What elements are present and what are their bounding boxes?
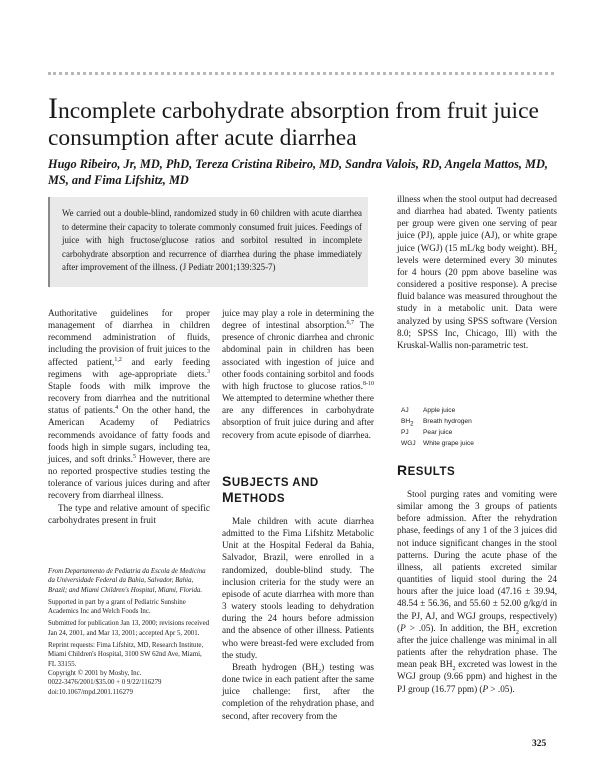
abbreviation-key-text: BH — [401, 418, 411, 425]
footnotes — [48, 567, 211, 700]
abbreviation-key: PJ — [401, 429, 409, 436]
abbreviation-key: WGJ — [401, 440, 416, 447]
text-run: However, there are no reported prospective studies testing the tolerance of various juices during and after recovery from diarrheal illness. — [48, 453, 210, 501]
citation-ref: 1,2 — [114, 356, 122, 363]
results-column — [397, 488, 557, 695]
heading-initial: S — [222, 473, 232, 489]
citation-ref: 3 — [207, 368, 210, 375]
text-run: Authoritative guidelines for proper management of diarrhea in children recommend administration of fluids, including the provision of fruit juices to the affected patient, — [48, 308, 210, 367]
page-number: 325 — [532, 739, 547, 749]
methods-continuation — [397, 193, 557, 351]
abbreviation-value: Pear juice — [423, 429, 453, 436]
text-run: levels were determined every 30 minutes for 4 hours (20 ppm above baseline was considered a positive response). A precise fluid balance was measured throughout the study in a metabolic unit. Data were analyzed by using SPSS software (Version 8.0; SPSS Inc, Chicago, Ill) with the Kruskal-Wallis non-parametric test. — [397, 254, 557, 350]
text-run: excretion after the juice challenge was minimal in all patients after the rehydration phase. The mean peak BH — [397, 622, 557, 670]
methods-paragraph-2 — [222, 661, 374, 722]
title-text: ncomplete carbohydrate absorption from fruit juice consumption after acute diarrhea — [48, 98, 539, 151]
footnote-affiliation: From Departamento de Pediatria da Escola de Medicina da Universidade Federal da Bahia, Salvador, Bahia, Brazil; and Miami Children's Hospital, Miami, Florida. — [48, 568, 206, 594]
abstract-text: We carried out a double-blind, randomized study in 60 children with acute diarrhea to determine their capacity to tolerate commonly consumed fruit juices. Feedings of juice with high fructose/glucose ratios and sorbitol resulted in incomplete carbohydrate absorption and recurrence of diarrhea during the phase immediately after improvement of the illness. (J Pediatr 2001;139:325-7) — [62, 208, 362, 272]
text-run: juice may play a role in determining the degree of intestinal absorption. — [222, 308, 374, 331]
text-run: > .05). — [488, 683, 515, 694]
intro-continuation — [222, 307, 374, 441]
subscript: 2 — [554, 249, 557, 256]
p-value-symbol: P — [482, 683, 489, 694]
title-initial: I — [48, 92, 58, 125]
abbreviation-key — [401, 416, 423, 427]
p-value-symbol: P — [400, 622, 406, 633]
subscript: 2 — [318, 668, 322, 675]
text-run: Stool purging rates and vomiting were similar among the 3 groups of patients before admission. After the rehydration phase, feedings of any 1 of the 3 juices did not induce significant changes in the stool patterns. During the acute phase of the illness, all patients excreted similar quantities of liquid stool during the 24 hours after the juice load (47.16 ± 39.94, 48.54 ± 56.36, and 55.60 ± 52.00 g/kg/d in the PJ, AJ, and WGJ groups, respectively) ( — [397, 489, 557, 633]
text-run: illness when the stool output had decreased and diarrhea had abated. Twenty patients per group were given one serving of pear juice (PJ), apple juice (AJ), or white grape juice (WGJ) (15 mL/kg body weight). BH — [397, 194, 557, 253]
heading-text: ETHODS — [234, 493, 286, 505]
footnote-copyright: Copyright © 2001 by Mosby, Inc. — [48, 669, 142, 677]
abbreviation-value: Apple juice — [423, 407, 456, 414]
citation-ref: 8-10 — [363, 380, 374, 387]
footnote-submitted: Submitted for publication Jan 13, 2000; revisions received Jan 24, 2001, and Mar 13, 2001; accepted Apr 5, 2001. — [48, 620, 210, 637]
abbreviation-list — [401, 405, 551, 449]
abbreviation-key: AJ — [401, 407, 409, 414]
footnote-support: Supported in part by a grant of Pediatric Sunshine Academics Inc and Welch Foods Inc. — [48, 598, 186, 616]
text-run: excreted was lowest in the WGJ group (9.66 ppm) and highest in the PJ group (16.77 ppm) ( — [397, 659, 557, 694]
intro-paragraph-2: The type and relative amount of specific carbohydrates present in fruit — [48, 502, 210, 525]
intro-paragraph-1 — [48, 307, 210, 502]
methods-heading — [222, 474, 374, 506]
text-run: Staple foods with milk improve the recovery from diarrhea and the nutritional status of patients. — [48, 380, 210, 416]
abbreviation-row — [401, 427, 551, 438]
article-title — [48, 92, 558, 152]
results-paragraph-1 — [397, 488, 557, 695]
text-run: > .05). In addition, the BH — [405, 622, 516, 633]
citation-ref: 5 — [132, 453, 136, 460]
heading-text: ESULTS — [407, 466, 456, 478]
footnote-issn: 0022-3476/2001/$35.00 + 0 9/22/116279 — [48, 679, 162, 687]
methods-column — [222, 515, 374, 722]
text-run: The presence of chronic diarrhea and chronic abdominal pain in children has been associated with ingestion of juice and other foods containing sorbitol and foods with high fructose to glucose ratios. — [222, 320, 375, 391]
header-dotted-rule — [48, 72, 554, 75]
subscript: 2 — [515, 629, 519, 636]
abbreviation-row — [401, 405, 551, 416]
intro-paragraph-2-cont — [222, 307, 374, 441]
methods-paragraph-1: Male children with acute diarrhea admitted to the Fima Lifshitz Metabolic Unit at the Hospital Federal da Bahia, Salvador, Brazil, were enrolled in a randomized, double-blind study. The inclusion criteria for the study were an episode of acute diarrhea with more than 3 watery stools leading to dehydration during the 24 hours before admission and the absence of other illness. Patients who were breast-fed were excluded from the study. — [222, 516, 374, 660]
citation-ref: 4 — [115, 405, 119, 412]
subscript: 2 — [452, 666, 456, 673]
abbreviation-value: White grape juice — [423, 440, 474, 447]
author-list: Hugo Ribeiro, Jr, MD, PhD, Tereza Cristina Ribeiro, MD, Sandra Valois, RD, Angela Mattos, MD, MS, and Fima Lifshitz, MD — [48, 157, 548, 187]
text-run: Breath hydrogen (BH — [232, 661, 319, 672]
text-run: and early feeding regimens with age-appropriate diets. — [48, 356, 210, 379]
results-heading — [397, 463, 557, 479]
footnote-doi: doi:10.1067/mpd.2001.116279 — [48, 688, 133, 696]
heading-text: UBJECTS AND — [231, 477, 319, 489]
footnote-reprint: Reprint requests: Fima Lifshitz, MD, Research Institute, Miami Children's Hospital, 3100 SW 62nd Ave, Miami, FL 33155. — [48, 642, 204, 668]
text-run: We attempted to determine whether there are any differences in carbohydrate absorption of fruit juice during and after recovery from acute episode of diarrhea. — [222, 393, 374, 440]
heading-initial: R — [397, 462, 408, 478]
citation-ref: 6,7 — [346, 320, 355, 327]
text-run: ) testing was done twice in each patient after the same juice challenge: first, after the completion of the rehydration phase, and second, after recovery from the — [222, 661, 374, 721]
heading-initial: M — [222, 489, 235, 505]
intro-column — [48, 307, 210, 526]
text-run: On the other hand, the American Academy of Pediatrics recommends avoidance of fatty foods and foods high in simple sugars, including tea, juices, and soft drinks. — [48, 405, 210, 464]
methods-paragraph-2-cont — [397, 193, 557, 351]
abbreviation-value: Breath hydrogen — [423, 418, 472, 425]
abbreviation-row — [401, 416, 551, 427]
abbreviation-row — [401, 438, 551, 449]
subscript: 2 — [410, 421, 414, 428]
